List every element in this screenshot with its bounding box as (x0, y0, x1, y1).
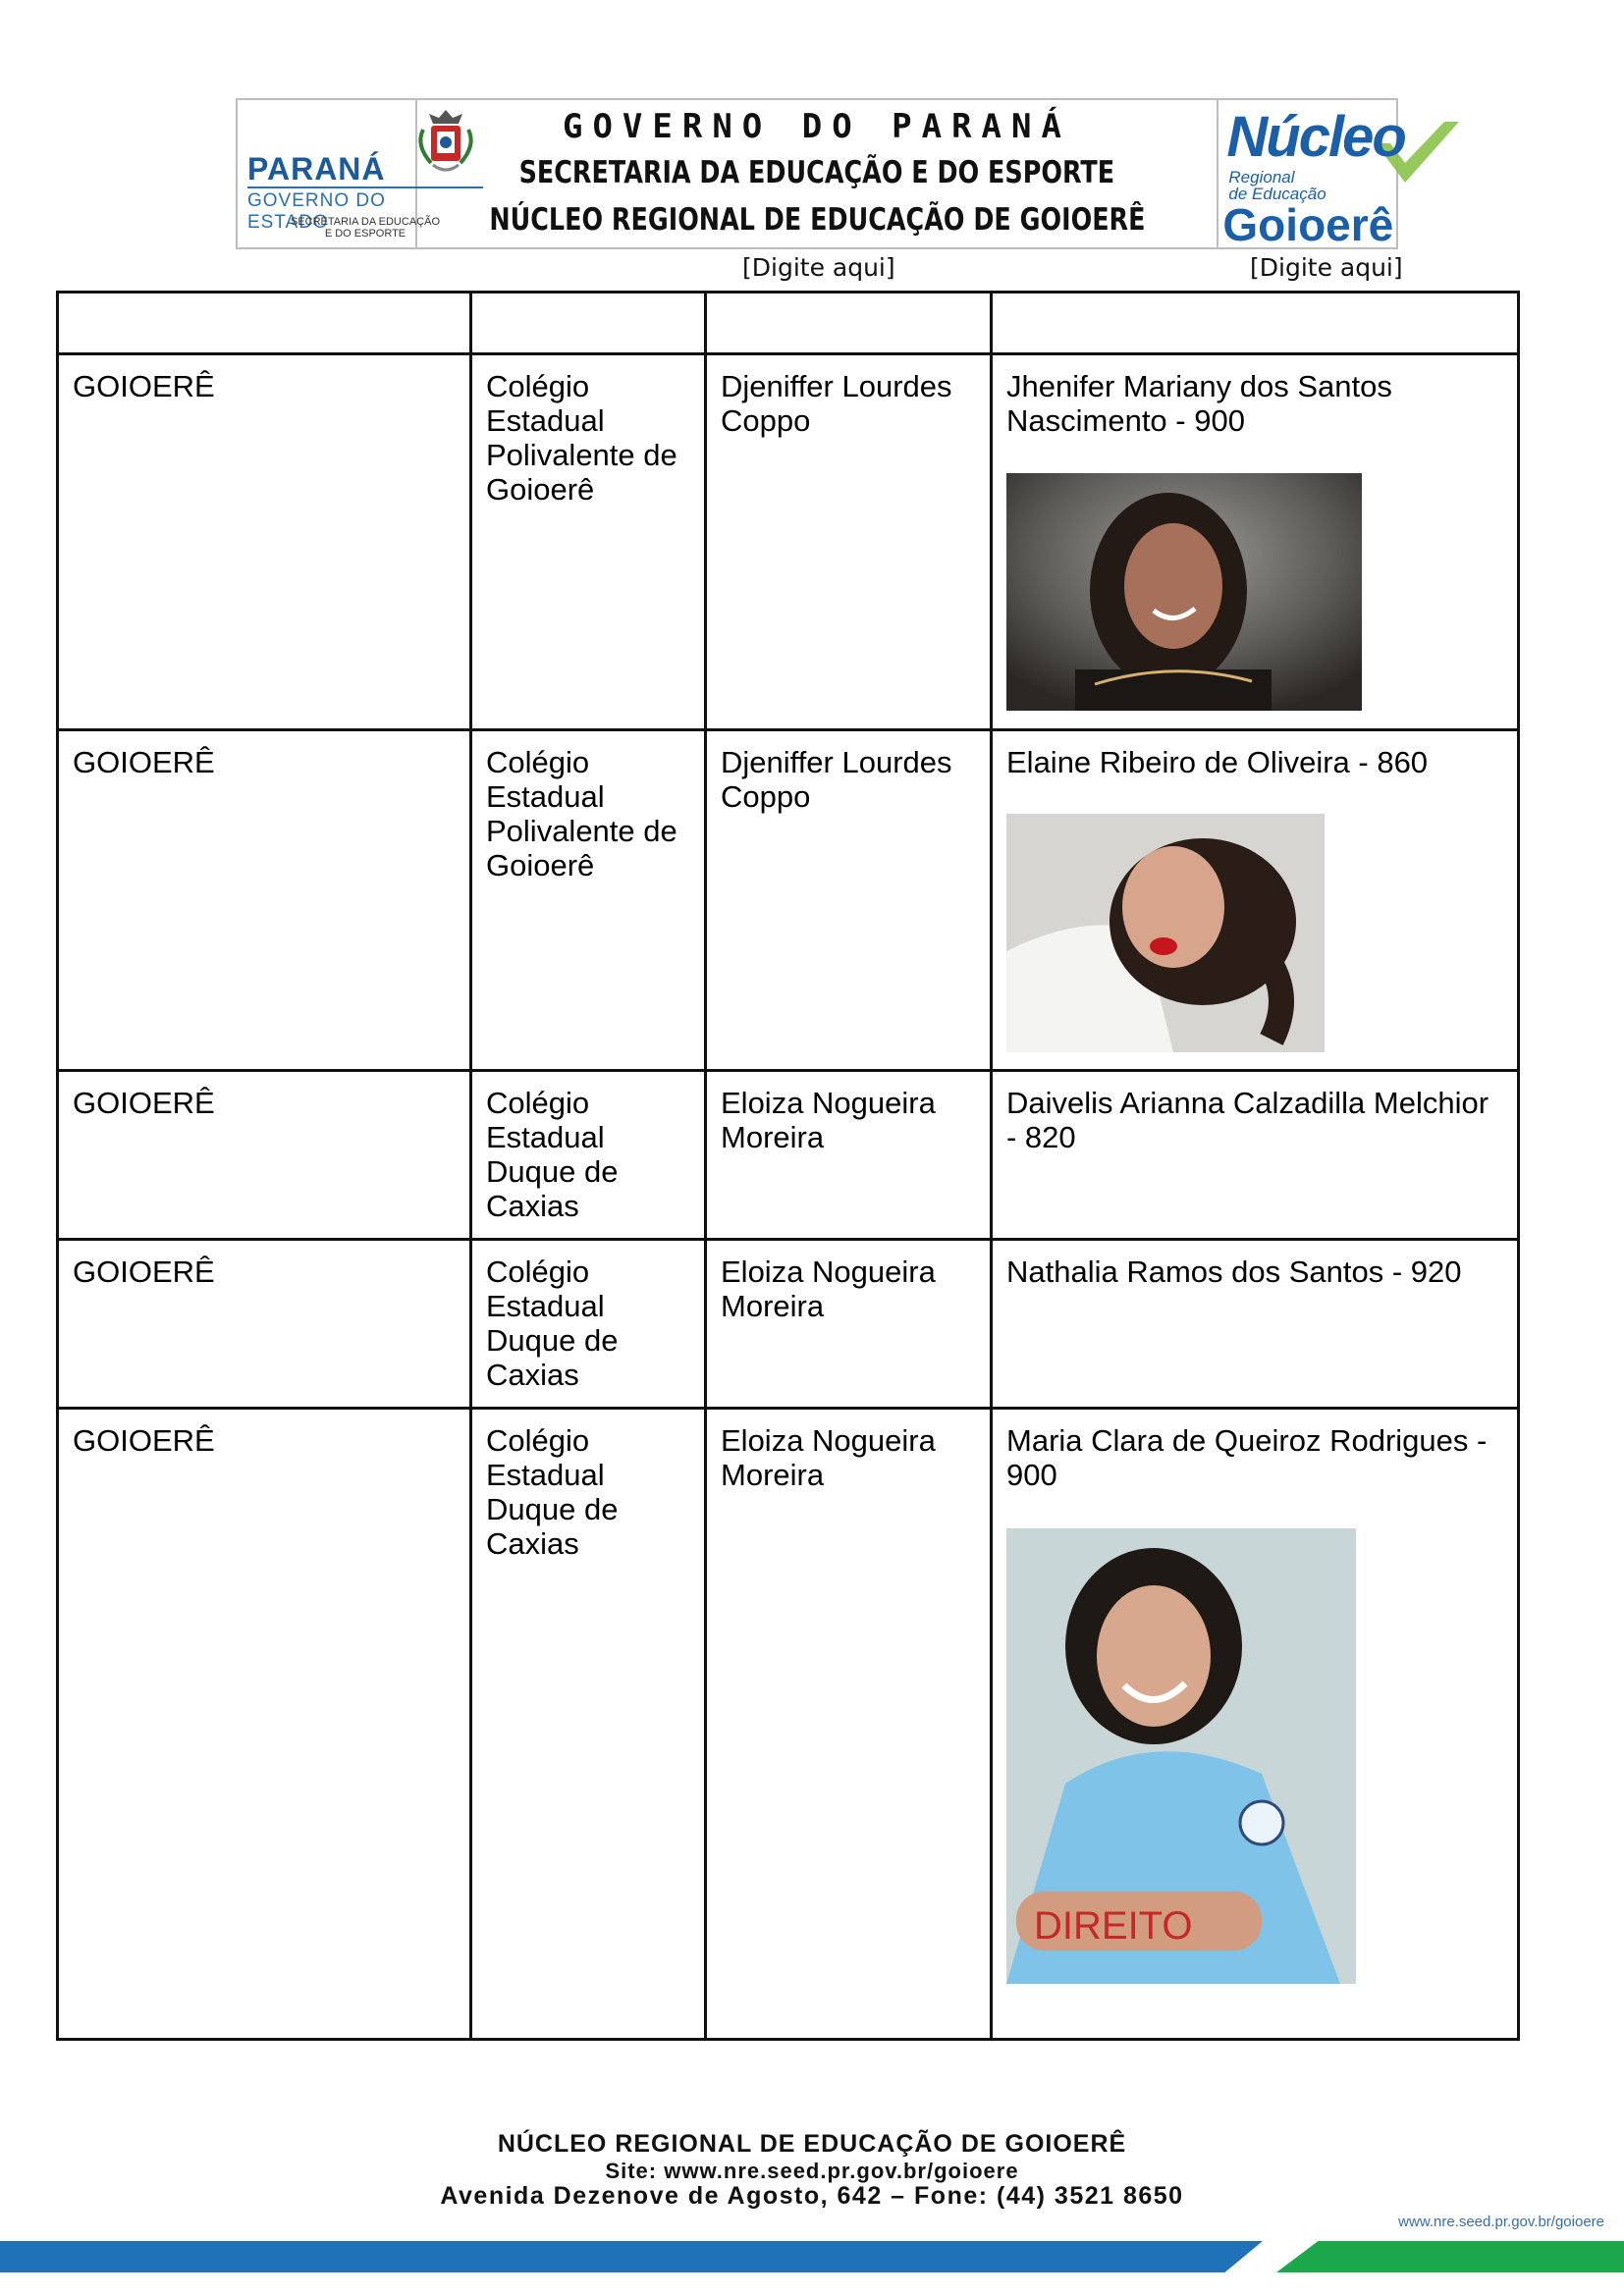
student-cell (992, 730, 1519, 1071)
student-cell (992, 1240, 1519, 1409)
footer-title: NÚCLEO REGIONAL DE EDUCAÇÃO DE GOIOERÊ (497, 2130, 1127, 2158)
parana-logo-sec-line2: E DO ESPORTE (324, 228, 406, 240)
table-row (58, 354, 1519, 730)
student-cell (992, 1071, 1519, 1240)
footer-site-link[interactable]: www.nre.seed.pr.gov.br/goioere (664, 2159, 1019, 2183)
header-cell (992, 293, 1519, 354)
city-cell: GOIOERÊ (58, 1409, 471, 2040)
nucleo-logo-subtitle (1228, 169, 1326, 202)
table-row (58, 1409, 1519, 2040)
footer-address: Avenida Dezenove de Agosto, 642 – Fone: (44) 3521 8650 (440, 2182, 1184, 2210)
school-cell: Colégio Estadual Duque de Caxias (471, 1240, 706, 1409)
student-name: Maria Clara de Queiroz Rodrigues - 900 (1006, 1423, 1488, 1492)
teacher-cell: Eloiza Nogueira Moreira (706, 1240, 992, 1409)
student-name: Jhenifer Mariany dos Santos Nascimento - 900 (1006, 369, 1392, 438)
table-header-row (58, 293, 1519, 354)
logo-divider (247, 187, 483, 188)
nucleo-logo-title: Núcleo (1226, 105, 1405, 169)
teacher-cell: Eloiza Nogueira Moreira (706, 1071, 992, 1240)
header-cell (58, 293, 471, 354)
student-name: Daivelis Arianna Calzadilla Melchior - 820 (1006, 1086, 1489, 1154)
school-cell: Colégio Estadual Duque de Caxias (471, 1071, 706, 1240)
nucleo-logo (1218, 100, 1405, 250)
header-placeholder-center[interactable]: [Digite aqui] (742, 253, 895, 282)
title-line-2: SECRETARIA DA EDUCAÇÃO E DO ESPORTE (518, 155, 1115, 190)
school-cell: Colégio Estadual Duque de Caxias (471, 1409, 706, 2040)
school-cell: Colégio Estadual Polivalente de Goioerê (471, 730, 706, 1071)
parana-crest-icon (409, 106, 482, 179)
results-table (56, 291, 1520, 2041)
title-line-1: GOVERNO DO PARANÁ (562, 107, 1071, 146)
table-row (58, 1071, 1519, 1240)
teacher-cell: Djeniffer Lourdes Coppo (706, 354, 992, 730)
teacher-cell: Eloiza Nogueira Moreira (706, 1409, 992, 2040)
header-cell (471, 293, 706, 354)
title-line-3: NÚCLEO REGIONAL DE EDUCAÇÃO DE GOIOERÊ (488, 202, 1146, 238)
footer-blue-bar (0, 2241, 1263, 2272)
city-cell: GOIOERÊ (58, 730, 471, 1071)
city-cell: GOIOERÊ (58, 354, 471, 730)
arm-writing: DIREITO (1034, 1904, 1193, 1948)
nucleo-logo-city: Goioerê (1222, 199, 1394, 250)
table-row (58, 730, 1519, 1071)
parana-logo-name: PARANÁ (247, 151, 386, 187)
footer-site (0, 2159, 1624, 2184)
student-name: Nathalia Ramos dos Santos - 920 (1006, 1255, 1462, 1289)
student-photo (1006, 473, 1362, 711)
table-row (58, 1240, 1519, 1409)
parana-logo-gov: GOVERNO DO ESTADO (247, 190, 386, 233)
student-photo (1006, 814, 1325, 1052)
student-name: Elaine Ribeiro de Oliveira - 860 (1006, 745, 1429, 779)
teacher-cell: Djeniffer Lourdes Coppo (706, 730, 992, 1071)
nucleo-logo-sub1: Regional (1228, 168, 1295, 187)
header-placeholder-right[interactable]: [Digite aqui] (1250, 253, 1403, 282)
letterhead-title (417, 100, 1219, 247)
footer-corner-link[interactable]: www.nre.seed.pr.gov.br/goioere (1398, 2214, 1604, 2230)
city-cell: GOIOERÊ (58, 1071, 471, 1240)
header-cell (706, 293, 992, 354)
footer-site-label: Site: (605, 2159, 658, 2183)
student-photo (1006, 1528, 1356, 1984)
city-cell: GOIOERÊ (58, 1240, 471, 1409)
student-cell (992, 354, 1519, 730)
parana-logo-sec-line1: SECRETARIA DA EDUCAÇÃO (291, 216, 440, 228)
parana-logo-secretaria (247, 216, 483, 240)
school-cell: Colégio Estadual Polivalente de Goioerê (471, 354, 706, 730)
student-cell (992, 1409, 1519, 2040)
letterhead (236, 98, 1405, 250)
footer-green-bar (1276, 2241, 1624, 2272)
parana-logo (238, 100, 440, 247)
nucleo-logo-sub2: de Educação (1228, 185, 1326, 203)
